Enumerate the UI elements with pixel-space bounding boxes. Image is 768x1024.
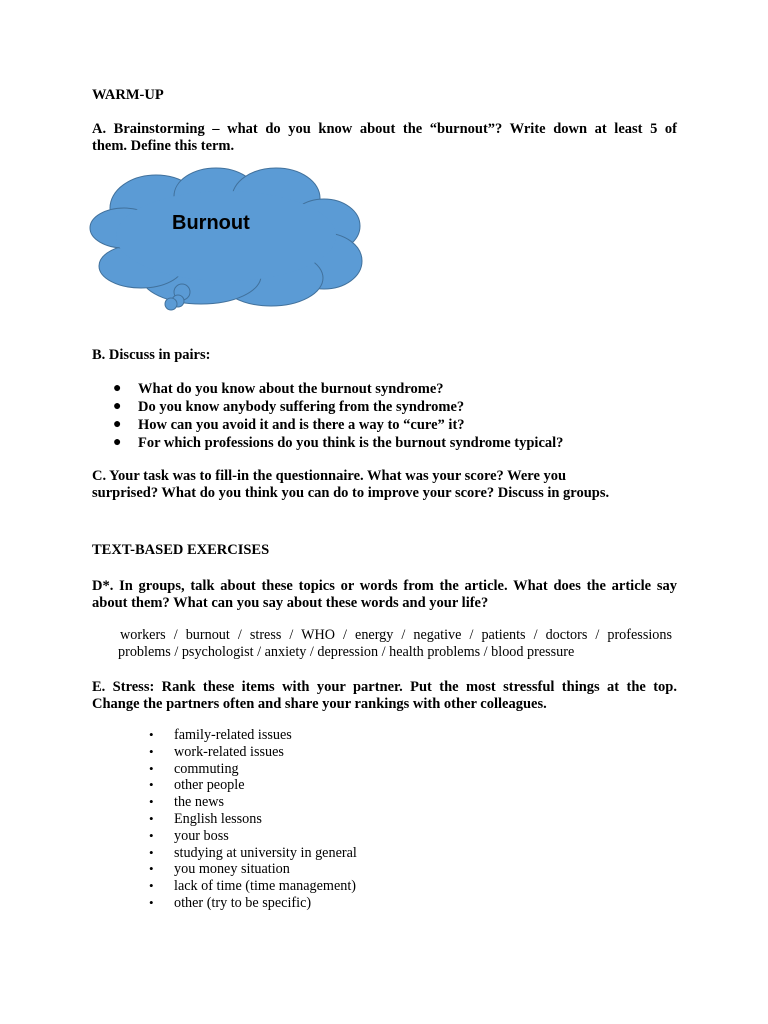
warmup-heading: WARM-UP [92,87,164,103]
section-d-word-list-2 [118,644,574,661]
text-based-heading: TEXT-BASED EXERCISES [92,542,270,558]
list-item: ● Do you know anybody suffering from the syndrome? [113,399,465,415]
section-e-list [149,727,357,912]
section-c-line-2: surprised? What do you think you can do to improve your score? Discuss in groups. [92,485,610,501]
section-a-prompt [92,121,677,155]
section-d-line-2: about them? What can you say about these words and your life? [92,595,489,611]
section-a-line-1: A. Brainstorming – what do you know about the “burnout”? Write down at least 5 of [92,121,677,137]
section-e-prompt [92,679,677,713]
list-item: • lack of time (time management) [149,878,356,895]
section-c-prompt [92,468,652,502]
section-d-line-1: D*. In groups, talk about these topics or words from the article. What does the article say [92,578,677,594]
section-e-line-2: Change the partners often and share your rankings with other colleagues. [92,696,547,712]
list-item: • the news [149,794,225,811]
cloud-shape [90,168,362,306]
section-b-heading: B. Discuss in pairs: [92,347,211,363]
list-item: ● How can you avoid it and is there a way to “cure” it? [113,417,465,433]
list-item: ● For which professions do you think is the burnout syndrome typical? [113,435,564,451]
section-b-list [113,380,564,452]
list-item: ● What do you know about the burnout syndrome? [113,381,444,397]
cloud-label: Burnout [172,212,250,234]
burnout-thought-cloud [86,166,366,316]
list-item: • your boss [149,827,229,844]
word-list-line-2: problems / psychologist / anxiety / depression / health problems / blood pressure [118,644,575,660]
list-item: • commuting [149,760,239,777]
list-item: • work-related issues [149,743,284,760]
section-d-prompt [92,578,677,612]
list-item: • English lessons [149,810,262,827]
list-item: • you money situation [149,861,290,878]
section-a-line-2: them. Define this term. [92,138,235,154]
section-c-line-1: C. Your task was to fill-in the questionnaire. What was your score? Were you [92,468,567,484]
list-item: • family-related issues [149,727,292,743]
section-e-line-1: E. Stress: Rank these items with your partner. Put the most stressful things at the top. [92,679,677,695]
word-list-line-1: workers / burnout / stress / WHO / energy / negative / patients / doctors / professions [120,627,672,643]
section-d-word-list [120,627,672,644]
list-item: • studying at university in general [149,844,357,861]
list-item: • other (try to be specific) [149,894,312,911]
list-item: • other people [149,777,245,794]
